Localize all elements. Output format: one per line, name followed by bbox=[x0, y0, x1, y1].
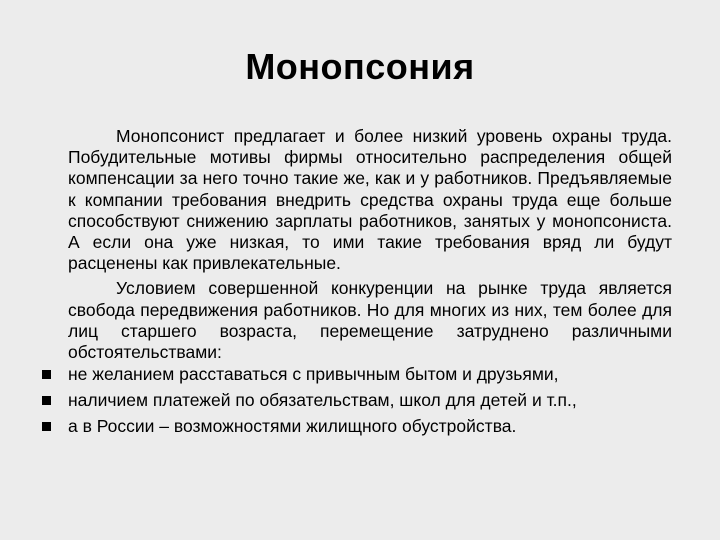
square-bullet-icon bbox=[42, 422, 51, 431]
bullet-list bbox=[68, 364, 672, 437]
bullet-text: наличием платежей по обязательствам, школ для детей и т.п., bbox=[68, 389, 577, 410]
square-bullet-icon bbox=[42, 370, 51, 379]
list-item bbox=[68, 390, 672, 411]
list-item bbox=[68, 364, 672, 385]
slide-body bbox=[68, 126, 672, 441]
list-item bbox=[68, 416, 672, 437]
bullet-text: а в России – возможностями жилищного обустройства. bbox=[68, 415, 517, 436]
paragraph-worker-mobility: Условием совершенной конкуренции на рынке труда является свобода передвижения работников. Но для многих из них, тем более для лиц старшего возраста, перемещение затруднено различными обстоятельствами: bbox=[68, 278, 672, 363]
paragraph-labor-protection: Монопсонист предлагает и более низкий уровень охраны труда. Побудительные мотивы фирмы относительно распределения общей компенсации за него точно такие же, как и у работников. Предъявляемые к компании требования внедрить средства охраны труда еще больше способствуют снижению зарплаты работников, занятых у монопсониста. А если она уже низкая, то ими такие требования вряд ли будут расценены как привлекательные. bbox=[68, 126, 672, 274]
square-bullet-icon bbox=[42, 396, 51, 405]
bullet-text: не желанием расставаться с привычным бытом и друзьями, bbox=[68, 364, 559, 385]
slide-title: Монопсония bbox=[245, 46, 475, 87]
